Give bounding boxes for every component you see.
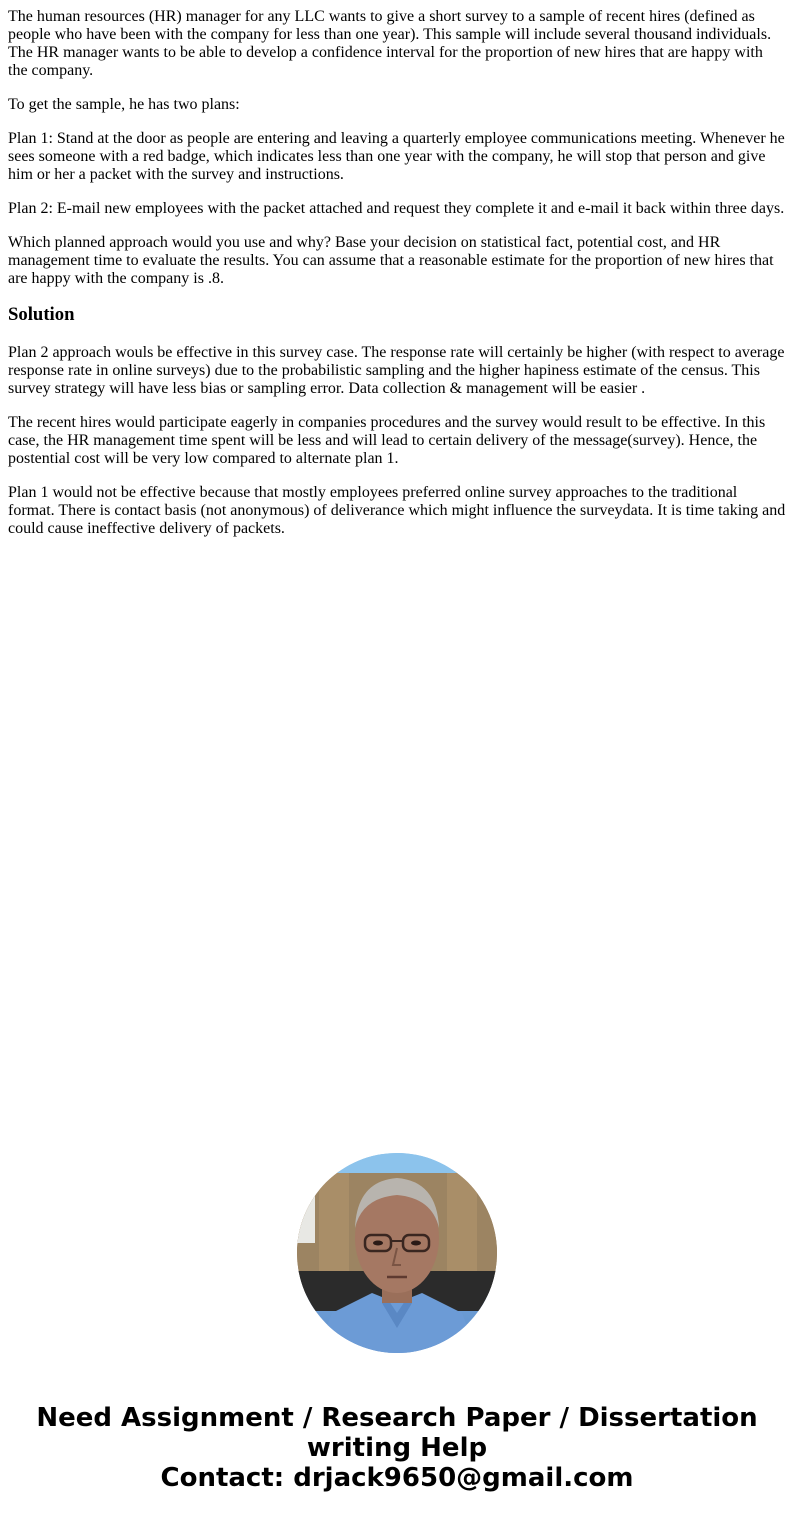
document-body — [8, 8, 786, 554]
banner-line-1: Need Assignment / Research Paper / Dissertation — [36, 1403, 758, 1433]
solution-paragraph-3: Plan 1 would not be effective because that mostly employees preferred online survey approaches to the traditional format. There is contact basis (not anonymous) of deliverance which might influence the surveydata. It is time taking and could cause ineffective delivery of packets. — [8, 484, 786, 537]
solution-heading: Solution — [8, 304, 75, 325]
banner-contact-email: Contact: drjack9650@gmail.com — [160, 1463, 634, 1493]
question-paragraph-plans-intro: To get the sample, he has two plans: — [8, 96, 240, 113]
question-paragraph-plan-2: Plan 2: E-mail new employees with the packet attached and request they complete it and e-mail it back within three days. — [8, 200, 785, 217]
question-paragraph-intro: The human resources (HR) manager for any LLC wants to give a short survey to a sample of recent hires (defined as people who have been with the company for less than one year). This sample will include several thousand individuals. The HR manager wants to be able to develop a confidence interval for the proportion of new hires that are happy with the company. — [8, 8, 772, 79]
contact-banner — [0, 1403, 794, 1493]
person-photo-icon — [297, 1153, 497, 1353]
avatar — [297, 1153, 497, 1353]
banner-line-2: writing Help — [306, 1433, 488, 1463]
question-paragraph-prompt: Which planned approach would you use and why? Base your decision on statistical fact, potential cost, and HR management time to evaluate the results. You can assume that a reasonable estimate for the proportion of new hires that are happy with the company is .8. — [8, 234, 774, 287]
solution-paragraph-1: Plan 2 approach wouls be effective in this survey case. The response rate will certainly be higher (with respect to average response rate in online surveys) due to the probabilistic sampling and the higher hapiness estimate of the census. This survey strategy will have less bias or sampling error. Data collection & management will be easier . — [8, 344, 785, 397]
solution-paragraph-2: The recent hires would participate eagerly in companies procedures and the survey would result to be effective. In this case, the HR management time spent will be less and will lead to certain delivery of the message(survey). Hence, the postential cost will be very low compared to alternate plan 1. — [8, 414, 766, 467]
question-paragraph-plan-1: Plan 1: Stand at the door as people are entering and leaving a quarterly employee communications meeting. Whenever he sees someone with a red badge, which indicates less than one year with the company, he will stop that person and give him or her a packet with the survey and instructions. — [8, 130, 785, 183]
